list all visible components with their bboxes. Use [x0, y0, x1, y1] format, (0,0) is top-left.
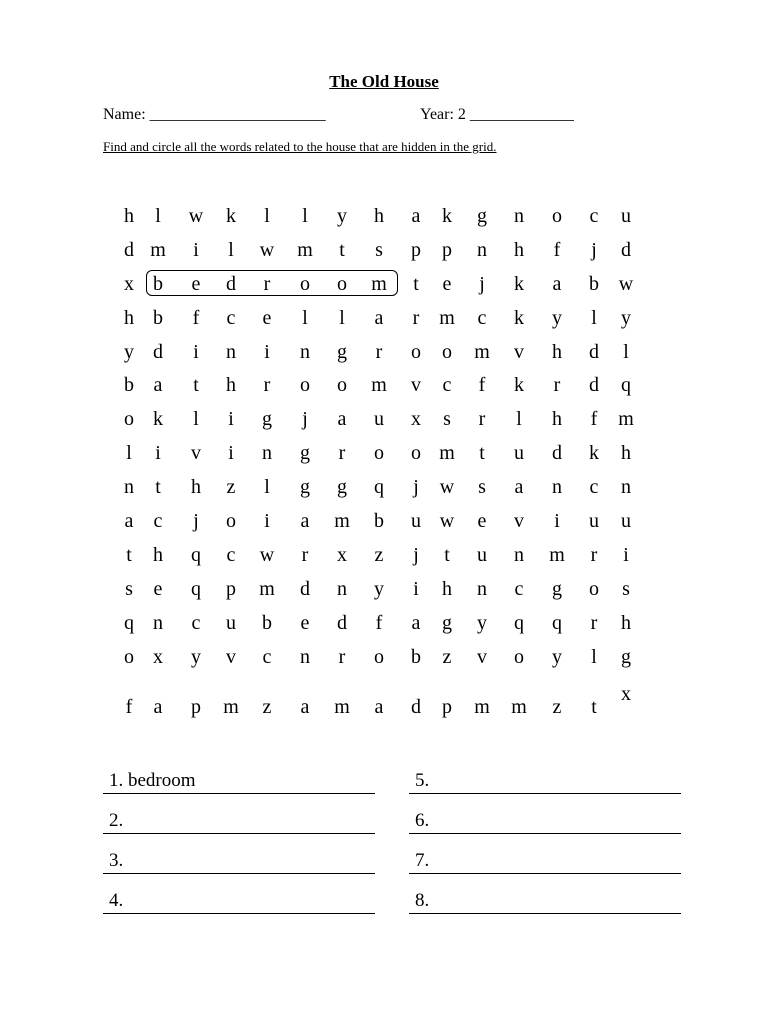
grid-letter: r	[263, 374, 271, 396]
grid-letter: h	[191, 476, 201, 498]
grid-letter: q	[191, 578, 201, 600]
grid-letter: h	[124, 205, 134, 227]
grid-letter: w	[188, 205, 204, 227]
grid-letter: s	[622, 578, 630, 600]
grid-letter: l	[302, 205, 308, 227]
grid-letter: q	[514, 612, 524, 634]
grid-letter: l	[264, 476, 270, 498]
grid-letter: t	[413, 273, 419, 295]
grid-letter: a	[552, 273, 562, 295]
grid-letter: u	[411, 510, 421, 532]
grid-letter: n	[514, 544, 524, 566]
grid-letter: g	[442, 612, 452, 634]
grid-letter: k	[589, 442, 599, 464]
grid-letter: f	[192, 307, 200, 329]
grid-letter: g	[477, 205, 487, 227]
answer-line-7[interactable]: 7.	[409, 846, 681, 874]
grid-letter: r	[412, 307, 420, 329]
grid-letter: r	[301, 544, 309, 566]
grid-letter: a	[514, 476, 524, 498]
grid-letter: d	[589, 341, 599, 363]
grid-letter: d	[153, 341, 163, 363]
grid-letter: i	[193, 239, 199, 261]
grid-letter: e	[191, 273, 201, 295]
grid-letter: k	[514, 273, 524, 295]
grid-letter: b	[262, 612, 272, 634]
grid-letter: n	[226, 341, 236, 363]
grid-letter: y	[191, 646, 201, 668]
answer-line-2[interactable]: 2.	[103, 806, 375, 834]
grid-letter: t	[591, 696, 597, 718]
grid-letter: o	[374, 442, 384, 464]
grid-letter: h	[442, 578, 452, 600]
grid-letter: y	[621, 307, 631, 329]
grid-letter: t	[479, 442, 485, 464]
grid-letter: w	[259, 239, 275, 261]
grid-letter: t	[193, 374, 199, 396]
year-line: Year: 2 _____________	[420, 106, 574, 123]
grid-letter: c	[477, 307, 487, 329]
grid-letter: f	[125, 696, 133, 718]
name-line: Name: ______________________	[103, 106, 326, 123]
grid-letter: f	[590, 408, 598, 430]
grid-letter: w	[259, 544, 275, 566]
grid-letter: g	[300, 442, 310, 464]
grid-letter: d	[552, 442, 562, 464]
grid-letter: n	[124, 476, 134, 498]
grid-letter: a	[374, 307, 384, 329]
grid-letter: m	[474, 341, 490, 363]
grid-letter: q	[552, 612, 562, 634]
grid-letter: g	[337, 476, 347, 498]
grid-letter: x	[621, 683, 631, 705]
grid-letter: y	[124, 341, 134, 363]
grid-letter: m	[371, 374, 387, 396]
grid-letter: b	[153, 273, 163, 295]
grid-letter: r	[375, 341, 383, 363]
grid-letter: c	[514, 578, 524, 600]
answer-line-5[interactable]: 5.	[409, 766, 681, 794]
grid-letter: c	[153, 510, 163, 532]
grid-letter: g	[337, 341, 347, 363]
grid-letter: g	[300, 476, 310, 498]
grid-letter: z	[262, 696, 272, 718]
grid-letter: l	[155, 205, 161, 227]
grid-letter: u	[477, 544, 487, 566]
grid-letter: o	[124, 646, 134, 668]
grid-letter: u	[621, 205, 631, 227]
grid-letter: j	[413, 476, 419, 498]
grid-letter: o	[552, 205, 562, 227]
grid-letter: f	[478, 374, 486, 396]
grid-letter: q	[124, 612, 134, 634]
grid-letter: a	[153, 696, 163, 718]
grid-letter: o	[300, 273, 310, 295]
answer-line-1[interactable]: 1. bedroom	[103, 766, 375, 794]
grid-letter: w	[618, 273, 634, 295]
grid-letter: k	[442, 205, 452, 227]
grid-letter: f	[375, 612, 383, 634]
grid-letter: z	[552, 696, 562, 718]
grid-letter: h	[226, 374, 236, 396]
grid-letter: e	[153, 578, 163, 600]
grid-letter: q	[621, 374, 631, 396]
grid-letter: h	[552, 408, 562, 430]
grid-letter: i	[264, 510, 270, 532]
grid-letter: u	[589, 510, 599, 532]
grid-letter: s	[125, 578, 133, 600]
grid-letter: b	[374, 510, 384, 532]
grid-letter: q	[374, 476, 384, 498]
grid-letter: r	[338, 646, 346, 668]
grid-letter: v	[514, 341, 524, 363]
grid-letter: b	[153, 307, 163, 329]
grid-letter: l	[591, 307, 597, 329]
grid-letter: a	[153, 374, 163, 396]
grid-letter: x	[337, 544, 347, 566]
grid-letter: i	[228, 442, 234, 464]
answer-line-6[interactable]: 6.	[409, 806, 681, 834]
grid-letter: n	[552, 476, 562, 498]
grid-letter: l	[516, 408, 522, 430]
grid-letter: a	[124, 510, 134, 532]
grid-letter: o	[337, 273, 347, 295]
grid-letter: f	[553, 239, 561, 261]
grid-letter: c	[589, 205, 599, 227]
grid-letter: i	[623, 544, 629, 566]
grid-letter: x	[153, 646, 163, 668]
grid-letter: d	[411, 696, 421, 718]
grid-letter: i	[155, 442, 161, 464]
grid-letter: d	[226, 273, 236, 295]
grid-letter: x	[124, 273, 134, 295]
grid-letter: d	[300, 578, 310, 600]
grid-letter: v	[226, 646, 236, 668]
grid-letter: m	[439, 307, 455, 329]
grid-letter: h	[552, 341, 562, 363]
grid-letter: y	[337, 205, 347, 227]
grid-letter: e	[442, 273, 452, 295]
grid-letter: h	[621, 442, 631, 464]
grid-letter: e	[300, 612, 310, 634]
grid-letter: m	[371, 273, 387, 295]
grid-letter: b	[589, 273, 599, 295]
grid-letter: y	[552, 646, 562, 668]
grid-letter: s	[478, 476, 486, 498]
grid-letter: y	[552, 307, 562, 329]
answer-line-8[interactable]: 8.	[409, 886, 681, 914]
grid-letter: h	[374, 205, 384, 227]
grid-letter: m	[474, 696, 490, 718]
grid-letter: o	[374, 646, 384, 668]
grid-letter: p	[226, 578, 236, 600]
grid-letter: j	[591, 239, 597, 261]
grid-letter: n	[477, 239, 487, 261]
grid-letter: c	[442, 374, 452, 396]
grid-letter: e	[477, 510, 487, 532]
grid-letter: a	[411, 205, 421, 227]
grid-letter: m	[334, 696, 350, 718]
answer-line-3[interactable]: 3.	[103, 846, 375, 874]
grid-letter: c	[226, 307, 236, 329]
grid-letter: c	[226, 544, 236, 566]
grid-letter: e	[262, 307, 272, 329]
grid-letter: u	[514, 442, 524, 464]
grid-letter: u	[374, 408, 384, 430]
grid-letter: o	[411, 442, 421, 464]
grid-letter: o	[300, 374, 310, 396]
grid-letter: i	[413, 578, 419, 600]
grid-letter: p	[191, 696, 201, 718]
grid-letter: l	[228, 239, 234, 261]
grid-letter: c	[191, 612, 201, 634]
grid-letter: k	[514, 374, 524, 396]
grid-letter: a	[300, 696, 310, 718]
grid-letter: c	[262, 646, 272, 668]
grid-letter: h	[153, 544, 163, 566]
grid-letter: t	[444, 544, 450, 566]
grid-letter: y	[477, 612, 487, 634]
grid-letter: p	[442, 696, 452, 718]
grid-letter: w	[439, 510, 455, 532]
grid-letter: p	[411, 239, 421, 261]
grid-letter: o	[589, 578, 599, 600]
grid-letter: m	[297, 239, 313, 261]
grid-letter: g	[621, 646, 631, 668]
grid-letter: m	[259, 578, 275, 600]
grid-letter: l	[264, 205, 270, 227]
grid-letter: j	[193, 510, 199, 532]
grid-letter: i	[193, 341, 199, 363]
grid-letter: r	[590, 544, 598, 566]
grid-letter: v	[477, 646, 487, 668]
grid-letter: r	[553, 374, 561, 396]
grid-letter: m	[549, 544, 565, 566]
grid-letter: h	[621, 612, 631, 634]
grid-letter: m	[439, 442, 455, 464]
grid-letter: b	[124, 374, 134, 396]
grid-letter: l	[623, 341, 629, 363]
grid-letter: m	[618, 408, 634, 430]
grid-letter: a	[374, 696, 384, 718]
grid-letter: y	[374, 578, 384, 600]
grid-letter: n	[514, 205, 524, 227]
grid-letter: p	[442, 239, 452, 261]
grid-letter: c	[589, 476, 599, 498]
grid-letter: m	[334, 510, 350, 532]
grid-letter: w	[439, 476, 455, 498]
grid-letter: j	[479, 273, 485, 295]
grid-letter: v	[514, 510, 524, 532]
grid-letter: m	[511, 696, 527, 718]
grid-letter: l	[339, 307, 345, 329]
grid-letter: o	[442, 341, 452, 363]
grid-letter: s	[375, 239, 383, 261]
grid-letter: r	[338, 442, 346, 464]
grid-letter: j	[302, 408, 308, 430]
grid-letter: h	[124, 307, 134, 329]
worksheet-title: The Old House	[329, 72, 439, 91]
grid-letter: d	[589, 374, 599, 396]
grid-letter: g	[262, 408, 272, 430]
grid-letter: h	[514, 239, 524, 261]
grid-letter: v	[191, 442, 201, 464]
grid-letter: n	[262, 442, 272, 464]
grid-letter: d	[124, 239, 134, 261]
grid-letter: d	[621, 239, 631, 261]
grid-letter: n	[337, 578, 347, 600]
grid-letter: r	[590, 612, 598, 634]
grid-letter: z	[374, 544, 384, 566]
grid-letter: n	[300, 646, 310, 668]
grid-letter: a	[411, 612, 421, 634]
grid-letter: t	[155, 476, 161, 498]
grid-letter: o	[411, 341, 421, 363]
grid-letter: a	[337, 408, 347, 430]
grid-letter: a	[300, 510, 310, 532]
grid-letter: j	[413, 544, 419, 566]
grid-letter: r	[263, 273, 271, 295]
grid-letter: o	[337, 374, 347, 396]
grid-letter: q	[191, 544, 201, 566]
grid-letter: t	[339, 239, 345, 261]
grid-letter: k	[514, 307, 524, 329]
answer-line-4[interactable]: 4.	[103, 886, 375, 914]
grid-letter: l	[126, 442, 132, 464]
grid-letter: n	[621, 476, 631, 498]
grid-letter: o	[226, 510, 236, 532]
grid-letter: o	[124, 408, 134, 430]
grid-letter: o	[514, 646, 524, 668]
grid-letter: m	[150, 239, 166, 261]
grid-letter: g	[552, 578, 562, 600]
instructions: Find and circle all the words related to the house that are hidden in the grid.	[103, 139, 497, 154]
grid-letter: m	[223, 696, 239, 718]
grid-letter: n	[300, 341, 310, 363]
grid-letter: i	[228, 408, 234, 430]
grid-letter: b	[411, 646, 421, 668]
grid-letter: x	[411, 408, 421, 430]
grid-letter: u	[226, 612, 236, 634]
grid-letter: z	[442, 646, 452, 668]
grid-letter: r	[478, 408, 486, 430]
grid-letter: l	[193, 408, 199, 430]
grid-letter: u	[621, 510, 631, 532]
grid-letter: z	[226, 476, 236, 498]
grid-letter: t	[126, 544, 132, 566]
grid-letter: d	[337, 612, 347, 634]
grid-letter: l	[302, 307, 308, 329]
grid-letter: k	[226, 205, 236, 227]
grid-letter: k	[153, 408, 163, 430]
grid-letter: s	[443, 408, 451, 430]
grid-letter: v	[411, 374, 421, 396]
grid-letter: i	[264, 341, 270, 363]
grid-letter: n	[153, 612, 163, 634]
grid-letter: n	[477, 578, 487, 600]
grid-letter: i	[554, 510, 560, 532]
grid-letter: l	[591, 646, 597, 668]
